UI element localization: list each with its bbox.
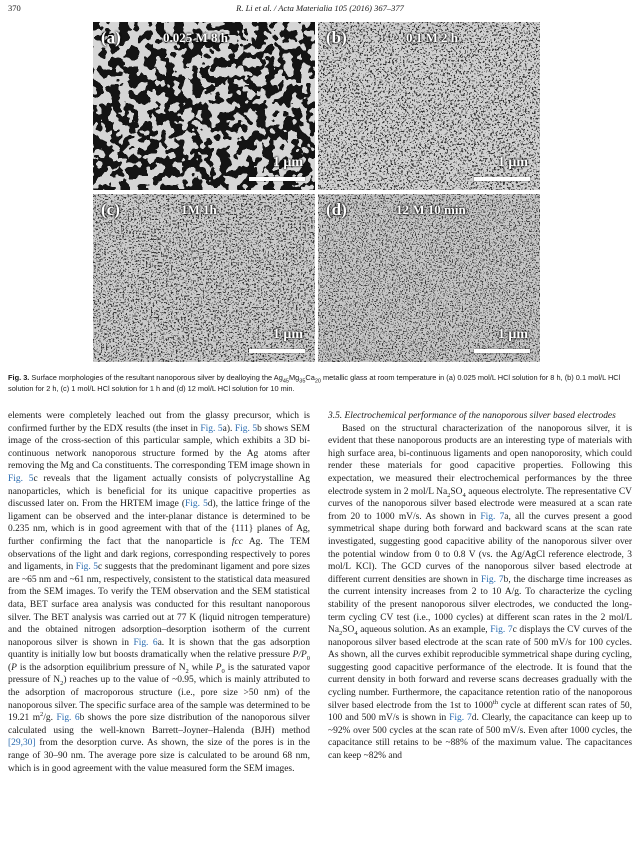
sem-figure [93,22,541,364]
text: b shows SEM image of the cross-section of this particular sample, which exhibits a 3D bi-continuous network nanoporous structure formed by the Ag atoms after removing the Mg and Ca constituents. The corresponding TEM image shown in [8,423,310,472]
italic-text: fcc [231,536,243,547]
figure-link[interactable]: Fig. 7 [480,511,505,522]
page-header [8,3,632,17]
text: b, the discharge time increases as the current intensity increases from 2 to 10 A/g. To characterize the cycling stability of the present nanoporous silver electrodes, we conducted the long-term cycling CV test (i.e., 1000 cycles) at different scan rates in the 2 mol/L Na [328,574,632,636]
panel-a [93,22,315,190]
scale-label-b: 1 μm [497,155,528,170]
figure-link[interactable]: Fig. 6 [133,637,158,648]
text: d. Clearly, the capacitance can keep up to ~92% over 500 cycles at the scan rate of 500 mV/s. Even after 1000 cycles, the capacitance still retains to be ~88% of the maximum value. The capacitances can keep ~82% and [328,713,632,762]
text: SO [342,625,355,636]
text: c displays the CV curves of the nanoporous silver based electrode at the scan rate of 500 mV/s for 100 cycles. As shown, all the curves exhibit reproducible symmetrical shape during cycling, suggesting good capacitive performance of the electrode. It is found that the current density in both forward and reverse scans decreases gradually with the cycling number. Furthermore, the capacitance retention ratio of the nanoporous silver based electrode from the 1st to 1000 [328,625,632,711]
text: c reveals that the ligament actually consists of polycrystalline Ag nanoparticles, which is beneficial for its unique capacitive properties as discussed later on. From the HRTEM image ( [8,473,310,510]
italic-text: P/P [292,650,307,661]
caption-text-1: Surface morphologies of the resultant nanoporous silver by dealloying the Ag [29,373,283,382]
text: c suggests that the predominant ligament and pore sizes are ~65 nm and ~61 nm, respectively, consistent to the statistical data measured from the SEM images. To verify the TEM observation and the SEM statistical data, BET surface area analysis was conducted for this resultant nanoporous silver. The BET analysis was carried out at 77 K (liquid nitrogen temperature) and the obtained nitrogen adsorption–desorption isotherm of the current nanoporous silver is shown in [8,562,310,648]
scale-bar-d [472,327,532,357]
scale-line-a [249,177,305,181]
text: a. It is shown that the gas adsorption quantity is initially low but boosts dramatically when the relative pressure [8,637,310,661]
text: d), the lattice fringe of the ligament can be observed and the inter-planar distance is determined to be 0.235 nm, which is in good agreement with that of the {111} planes of Ag, further confirming the fact that the nanoparticle is [8,499,310,547]
caption-sub-2: 35 [299,378,306,385]
scale-label-a: 1 μm [272,155,303,170]
figure-link[interactable]: Fig. 5 [185,499,208,510]
subscript: 0 [306,655,310,663]
scale-line-c [249,349,305,353]
subscript: 2 [339,629,343,637]
page-number: 370 [8,3,21,13]
caption-sub-3: 20 [314,378,321,385]
left-paragraph [8,410,310,775]
scale-bar-b [472,155,532,185]
panel-d [318,194,540,362]
panel-label-b: (b) [326,28,347,47]
text: ( [8,662,12,673]
caption-text-2: Mg [288,373,300,382]
panel-condition-b: 0.1 M 2 h [406,30,458,45]
text: Ag. The TEM observations of the light and dark regions, corresponding respectively to pores and ligaments, in [8,536,311,573]
panel-label-a: (a) [101,28,121,47]
panel-label-d: (d) [326,200,347,219]
section-heading: 3.5. Electrochemical performance of the nanoporous silver based electrodes [328,411,616,421]
subscript: 2 [185,667,189,675]
text: from the desorption curve. As shown, the size of the pores is in the range of 30–90 nm. The average pore size is calculated to be around 68 nm, which is in good agreement with the value measured form the SEM images. [8,738,310,774]
caption-label: Fig. 3. [8,373,30,382]
figure-link[interactable]: Fig. 5 [75,562,99,573]
figure-link[interactable]: Fig. 5 [8,473,34,484]
text: is the saturated vapor pressure of N [8,662,310,686]
panel-label-c: (c) [101,200,120,219]
subscript: 4 [354,629,358,637]
subscript: 2 [60,680,64,688]
text: Based on the structural characterization of the nanoporous silver, it is evident that these nanoporous products are an interesting type of materials with high surface area, bi-continuous ligaments and open nanoporosity, which could render these materials for good capacitive properties. Following this expectation, we measured their electrochemical performances by the three electrode system in 2 mol/L Na [328,423,632,497]
panel-condition-c: 1M 1h [181,202,217,217]
scale-bar-c [247,327,307,357]
text: while [188,662,216,673]
scale-bar-a [247,155,307,185]
text: elements were completely leached out from the glassy precursor, which is confirmed further by the EDX results (the inset in [8,411,310,434]
figure-link[interactable]: Fig. 6 [56,713,80,724]
caption-text-3: Ca [305,373,315,382]
text: b shows the pore size distribution of the nanoporous silver calculated using the well-known Barrett–Joyner–Halenda (BJH) method [8,713,311,736]
scale-label-c: 1 μm [272,327,303,342]
text: ) reaches up to the value of ~0.95, which is mainly attributed to the adsorption of macroporous structure (i.e., pore size >50 nm) of the nanoporous silver. The specific surface area of the sample was determined to be 19.21 m [8,675,310,724]
superscript: th [492,698,498,706]
superscript: 2 [40,711,44,719]
subscript: 2 [447,491,451,499]
citation-link[interactable]: [29,30] [8,738,36,749]
caption-text-4: metallic glass at room temperature in (a) 0.025 mol/L HCl solution for 8 h, (b) 0.1 mol/L HCl solution for 2 h, (c) 1 mol/L HCl solution for 1 h and (d) 12 mol/L HCl solution for 10 min. [8,373,621,393]
caption-sub-1: 45 [282,378,289,385]
text: is the adsorption equilibrium pressure of N [16,662,186,673]
left-column [8,410,310,775]
panel-condition-d: 12 M 10 min [396,202,466,217]
subscript: 4 [462,491,466,499]
figure-caption [8,372,632,394]
text: cycle at different scan rates of 50, 100 and 500 mV/s is shown in [328,700,633,724]
figure-link[interactable]: Fig. 7 [481,574,504,585]
text: SO [450,486,463,497]
figure-link[interactable]: Fig. 5 [234,423,258,434]
text: a). [222,423,235,434]
text: /g. [43,713,57,724]
figure-link[interactable]: Fig. 7 [449,713,472,724]
figure-link[interactable]: Fig. 7 [490,625,513,636]
panel-c [93,194,315,362]
scale-label-d: 1 μm [497,327,528,342]
italic-text: P [215,662,222,673]
panel-b [318,22,540,190]
scale-line-d [474,349,530,353]
right-paragraph [328,423,632,763]
scale-line-b [474,177,530,181]
italic-text: P [11,662,17,673]
text: a, all the curves present a good symmetrical shape during both forward and backward scans at the scan rate investigated, suggesting good capacitive ability of the nanoporous silver over the potential window from 0 to 0.8 V (vs. the Ag/AgCl reference electrode, 3 mol/L KCl). The GCD curves of the nanoporous silver based electrode at different current densities are shown in [328,511,632,585]
panel-condition-a: 0.025 M 8 h [163,30,228,45]
text: aqueous electrolyte. The representative CV curves of the nanoporous silver based electrode were measured at a scan rate from 20 to 1000 mV/s. As shown in [328,486,632,522]
journal-running-head: R. Li et al. / Acta Materialia 105 (2016) 367–377 [236,3,404,13]
subscript: 0 [221,667,225,675]
right-column [328,410,632,763]
text: aqueous solution. As an example, [357,625,491,636]
figure-link[interactable]: Fig. 5 [200,423,223,434]
